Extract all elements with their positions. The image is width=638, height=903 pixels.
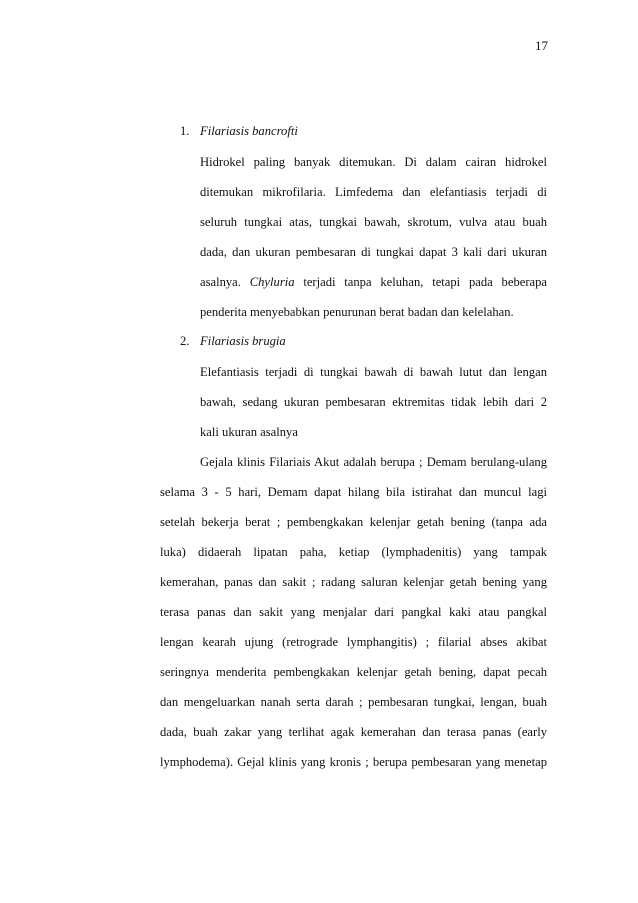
paragraph-line-5: terasa panas dan sakit yang menjalar dari pangkal kaki atau pangkal: [160, 605, 547, 619]
list-1-line-5: [200, 274, 547, 290]
list-1-line-6: penderita menyebabkan penurunan berat badan dan kelelahan.: [200, 305, 514, 319]
paragraph-line-8: dan mengeluarkan nanah serta darah ; pembesaran tungkai, lengan, buah: [160, 695, 547, 709]
paragraph-line-9: dada, buah zakar yang terlihat agak kemerahan dan terasa panas (early: [160, 725, 547, 739]
list-2-line-3: kali ukuran asalnya: [200, 425, 298, 439]
list-1-line-3: seluruh tungkai atas, tungkai bawah, skrotum, vulva atau buah: [200, 215, 547, 229]
list-marker-2: 2.: [180, 334, 190, 348]
list-1-line-5-post: terjadi tanpa keluhan, tetapi pada beberapa: [303, 275, 547, 289]
list-title-filariasis-bancrofti: Filariasis bancrofti: [200, 124, 298, 138]
list-title-filariasis-brugia: Filariasis brugia: [200, 334, 286, 348]
paragraph-line-7: seringnya menderita pembengkakan kelenjar getah bening, dapat pecah: [160, 665, 547, 679]
chyluria-term: Chyluria: [249, 275, 295, 289]
paragraph-line-4: kemerahan, panas dan sakit ; radang saluran kelenjar getah bening yang: [160, 575, 547, 589]
list-1-line-5-pre: asalnya.: [200, 275, 241, 289]
paragraph-line-3: luka) didaerah lipatan paha, ketiap (lymphadenitis) yang tampak: [160, 545, 547, 559]
list-1-line-1: Hidrokel paling banyak ditemukan. Di dalam cairan hidrokel: [200, 155, 547, 169]
list-1-line-4: dada, dan ukuran pembesaran di tungkai dapat 3 kali dari ukuran: [200, 245, 547, 259]
list-2-line-1: Elefantiasis terjadi di tungkai bawah di bawah lutut dan lengan: [200, 365, 547, 379]
list-1-line-2: ditemukan mikrofilaria. Limfedema dan elefantiasis terjadi di: [200, 185, 547, 199]
paragraph-line-6: lengan kearah ujung (retrograde lymphangitis) ; filarial abses akibat: [160, 635, 547, 649]
list-marker-1: 1.: [180, 124, 190, 138]
paragraph-first-line: Gejala klinis Filariais Akut adalah berupa ; Demam berulang-ulang: [200, 455, 547, 469]
list-2-line-2: bawah, sedang ukuran pembesaran ektremitas tidak lebih dari 2: [200, 395, 547, 409]
page-number: 17: [535, 38, 548, 53]
paragraph-line-1: selama 3 - 5 hari, Demam dapat hilang bila istirahat dan muncul lagi: [160, 485, 547, 499]
paragraph-line-2: setelah bekerja berat ; pembengkakan kelenjar getah bening (tanpa ada: [160, 515, 547, 529]
paragraph-line-10: lymphodema). Gejal klinis yang kronis ; berupa pembesaran yang menetap: [160, 755, 547, 769]
